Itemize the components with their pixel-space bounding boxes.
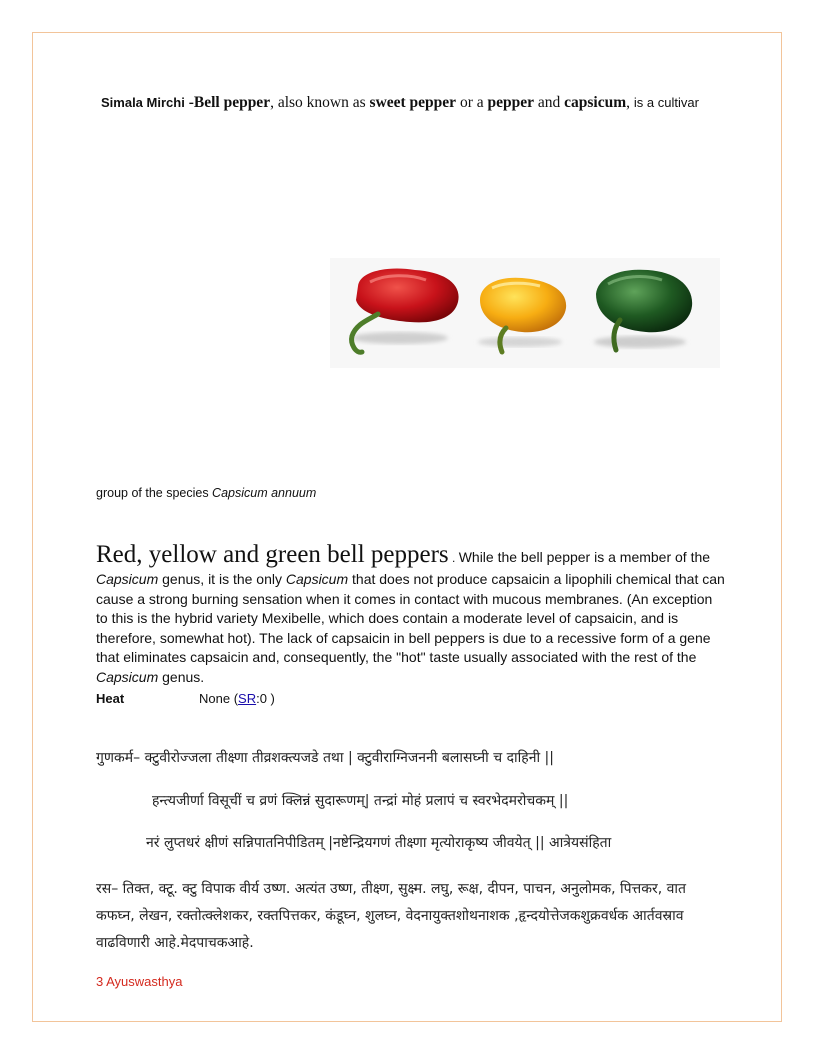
page-footer: 3 Ayuswasthya <box>96 974 183 989</box>
capsicum-italic-1: Capsicum <box>96 571 159 587</box>
title-dot: . <box>448 551 459 565</box>
capsicum-italic-3: Capsicum <box>96 668 159 685</box>
page-border <box>32 32 782 1022</box>
verse-line-1: गुणकर्म– क्टुवीरोज्जला तीक्ष्णा तीव्रशक्त्यजडे तथा | क्टुवीराग्निजननी बलासघ्नी च दाहिनी || <box>96 750 554 766</box>
heat-value-suffix: :0 ) <box>256 691 275 706</box>
body-text-2: genus, it is the only <box>158 571 286 587</box>
intro-text-4: , <box>626 94 634 111</box>
heat-label: Heat <box>96 691 125 706</box>
intro-text-3: and <box>533 94 565 111</box>
image-caption <box>96 486 316 500</box>
bell-pepper-term: -Bell pepper <box>188 94 271 111</box>
caption-prefix: group of the species <box>96 486 213 500</box>
pepper-term: pepper <box>487 94 534 111</box>
yellow-pepper <box>478 278 566 352</box>
sweet-pepper-term: sweet pepper <box>369 94 457 111</box>
intro-text-5: is a cultivar <box>633 95 699 110</box>
red-pepper <box>352 269 459 353</box>
sr-link[interactable]: SR <box>238 691 257 706</box>
heat-row <box>96 691 496 706</box>
section-title: Red, yellow and green bell peppers <box>96 541 449 568</box>
body-text-3: that does not produce capsaicin a lipophili chemical that can cause a strong burning sensation when it comes in contact with mucous membranes. (An exception to this is the hybrid variety Mexibelle, which does contain a moderate level of capsaicin, and is therefore, somewhat hot). The lack of capsaicin in bell peppers is due to a recessive form of a gene that eliminates capsaicin and, consequently, the "hot" taste usually associated with the rest of the <box>96 571 725 665</box>
rasa-paragraph: रस– तिक्त, क्टू. क्टु विपाक वीर्य उष्ण. अत्यंत उष्ण, तीक्ष्ण, सुक्ष्म. लघु, रूक्ष, दीपन, पाचन, अनुलोमक, पित्तकर, वात कफघ्न, लेखन, रक्तोत्क्लेशकर, रक्तपित्तकर, कंडूघ्न, शुलघ्न, वेदनायुक्तशोथनाशक ,हृन्दयोत्तेजकशुक्रवर्धक आर्तवस्राव वाढविणारी आहे.मेदपाचकआहे. <box>96 881 686 951</box>
plant-name: Simala Mirchi <box>101 95 185 110</box>
main-paragraph <box>96 540 726 687</box>
bell-peppers-image <box>330 258 720 368</box>
capsicum-italic-2: Capsicum <box>285 571 349 587</box>
intro-line <box>101 94 741 112</box>
intro-text-1: , also known as <box>270 94 370 111</box>
verse-line-2: हन्त्यजीर्णा विसूचीं च व्रणं क्लिन्नं सुदारूणम्| तन्द्रां मोहं प्रलापं च स्वरभेदमरोचकम् || <box>152 793 569 809</box>
verse-line-3: नरं लुप्तधरं क्षीणं सन्निपातनिपीडितम् |नष्टेन्द्रियगणं तीक्ष्णा मृत्योराकृष्य जीवयेत् || आत्रेयसंहिता <box>146 835 612 851</box>
intro-text-2: or a <box>456 94 488 111</box>
capsicum-term: capsicum <box>564 94 627 111</box>
body-text-4: genus. <box>158 668 205 685</box>
heat-value-prefix: None ( <box>199 691 239 706</box>
caption-species: Capsicum annuum <box>212 486 317 500</box>
body-text-1: While the bell pepper is a member of the <box>458 549 711 565</box>
